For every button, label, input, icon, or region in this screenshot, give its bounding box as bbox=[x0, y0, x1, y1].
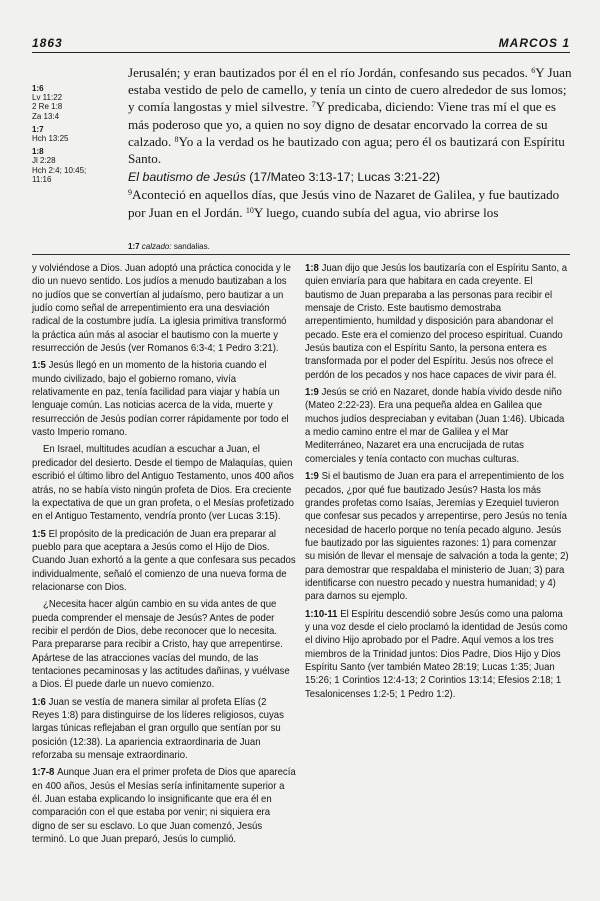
section-heading bbox=[128, 169, 573, 186]
note-text: Jesús llegó en un momento de la historia cuando el mundo civilizado, bajo el gobierno romano, vivía relativamente en paz, tenía facilidad para viajar y había un lenguaje común. Las noticias acerca de la vida, muerte y resurrección de Jesús podían correr rápidamente por todo el vasto Imperio romano. bbox=[32, 360, 289, 439]
footnote-ref: 1:7 bbox=[128, 242, 140, 251]
verse-number: 7 bbox=[311, 100, 316, 110]
study-note bbox=[305, 608, 569, 701]
note-text: Juan se vestía de manera similar al profeta Elías (2 Reyes 1:8) para distinguirse de los líderes religiosos, cuyas largas túnicas reflejaban el gran orgullo que sentían por su posición (12:38). La apariencia extraordinaria de Juan reforzaba su mensaje extraordinario. bbox=[32, 696, 284, 762]
verse-text: Yo a la verdad os he bautizado con agua; pero él os bautizará con Espíritu Santo. bbox=[128, 133, 565, 167]
page-header bbox=[32, 36, 570, 53]
scripture-text bbox=[128, 64, 573, 221]
study-note bbox=[305, 470, 569, 603]
cross-ref-item: 2 Re 1:8 bbox=[32, 102, 63, 112]
scripture-paragraph bbox=[128, 64, 573, 167]
note-text: En Israel, multitudes acudían a escuchar a Juan, el predicador del desierto. Desde el tiempo de Malaquías, quien escribió el último libro del Antiguo Testamento, unos 400 años atrás, no se había visto ningún profeta de Dios. Era creciente la expectativa de que un gran profeta, o el Mesías profetizado en el Antiguo Testamento, vendría pronto (ver Lucas 3:15). bbox=[32, 444, 294, 523]
verse-text: Y Juan estaba vestido de pelo de camello, y tenía un cinto de cuero alrededor de sus lomos; y comía langostas y miel silvestre. bbox=[128, 65, 572, 115]
note-verse-ref: 1:9 bbox=[305, 471, 319, 483]
section-refs: (17/Mateo 3:13-17; Lucas 3:21-22) bbox=[245, 170, 441, 185]
book-chapter-label: MARCOS 1 bbox=[498, 36, 570, 50]
scripture-paragraph bbox=[128, 186, 573, 220]
note-text: y volviéndose a Dios. Juan adoptó una práctica conocida y le dio un nuevo sentido. Los judíos a menudo bautizaban a los no judíos que se convertían al judaísmo, pero bautizar a un judío como señal de arrepentimiento era una desviación radical de la costumbre judía. La iglesia primitiva transformó la práctica aún más al asociar el bautismo con la muerte y resurrección de Jesús (ver Romanos 6:3-4; 1 Pedro 3:21). bbox=[32, 263, 291, 355]
cross-ref-item: Za 13:4 bbox=[32, 111, 60, 121]
verse-text: Y predicaba, diciendo: Viene tras mí el que es más poderoso que yo, a quien no soy digno de desatar encorvado la correa de su calzado. bbox=[128, 99, 556, 149]
note-verse-ref: 1:9 bbox=[305, 387, 319, 399]
note-text: Juan dijo que Jesús los bautizaría con el Espíritu Santo, a quien enviaría para que habitara en cada creyente. El bautismo de Juan preparaba a las personas para recibir el mensaje de Cristo. Este bautismo demostraba arrepentimiento, humildad y disposición para abandonar el pecado. Este era el comienzo del proceso espiritual. Cuando Jesús bautiza con el Espíritu Santo, la persona entera es transformada por el poder del Espíritu. Jesús nos ofrece el perdón de los pecados y nos hace capaces de vivir para él. bbox=[305, 263, 568, 381]
cross-ref-item: Lv 11:22 bbox=[32, 93, 63, 103]
cross-ref-verse: 1:7 bbox=[32, 124, 44, 134]
scripture-line: Jerusalén; y eran bautizados por él en el río Jordán, confesando sus pecados. bbox=[128, 65, 528, 80]
study-note bbox=[32, 443, 296, 523]
cross-ref-verse: 1:6 bbox=[32, 84, 44, 93]
note-verse-ref: 1:7-8 bbox=[32, 767, 55, 779]
study-notes-left-column bbox=[32, 262, 296, 850]
verse-text: Y luego, cuando subía del agua, vio abrirse los bbox=[253, 204, 499, 220]
study-note bbox=[32, 262, 296, 355]
study-note bbox=[32, 696, 296, 763]
cross-ref-item: 11:16 bbox=[32, 174, 52, 184]
cross-ref-item: Jl 2:28 bbox=[32, 156, 56, 166]
note-verse-ref: 1:5 bbox=[32, 528, 46, 540]
cross-ref-group bbox=[32, 147, 124, 184]
footnote-text: sandalias. bbox=[171, 242, 210, 251]
note-verse-ref: 1:10-11 bbox=[305, 608, 338, 620]
note-text: El propósito de la predicación de Juan era preparar al pueblo para que aceptara a Jesús como el Hijo de Dios. Cuando Juan exhortó a la gente a que confesara sus pecados individualmente, señaló el comienzo de una nueva forma de relacionarse con Dios. bbox=[32, 528, 296, 593]
note-verse-ref: 1:8 bbox=[305, 263, 319, 274]
footnote-word: calzado: bbox=[141, 242, 172, 251]
verse-text: Aconteció en aquellos días, que Jesús vino de Nazaret de Galilea, y fue bautizado por Juan en el Jordán. bbox=[128, 187, 560, 220]
study-note bbox=[305, 262, 569, 382]
footnote bbox=[128, 242, 573, 251]
verse-number: 10 bbox=[245, 205, 254, 215]
note-text: El Espíritu descendió sobre Jesús como una paloma y una voz desde el cielo proclamó la identidad de Jesús como el divino Hijo aprobado por el Padre. Aquí vemos a los tres miembros de la Trinidad juntos: Dios Padre, Dios Hijo y Dios Espíritu Santo (ver también Mateo 28:19; Lucas 1:35; Juan 15:26; 1 Corintios 12:4-13; 2 Corintios 13:14; Efesios 2:18; 1 Tesalonicenses 1:2-5; 1 Pedro 1:2). bbox=[305, 608, 568, 700]
study-notes-right-column bbox=[305, 262, 569, 705]
verse-number: 8 bbox=[174, 134, 179, 144]
study-note bbox=[32, 528, 296, 595]
study-note bbox=[32, 359, 296, 439]
section-divider bbox=[32, 254, 570, 255]
study-note bbox=[32, 766, 296, 846]
cross-ref-item: Hch 2:4; 10:45; bbox=[32, 165, 87, 175]
verse-number: 6 bbox=[531, 66, 536, 75]
note-text: Si el bautismo de Juan era para el arrepentimiento de los pecados, ¿por qué fue bautizado Jesús? Hasta los más grandes profetas como Isaías, Jeremías y Ezequiel tuvieron que confesar sus pecados y arrepentirse, pero Jesús no tenía necesidad de hacerlo porque no tenía pecado alguno. Jesús fue bautizado por las siguientes razones: 1) para comenzar su misión de llevar el mensaje de salvación a toda la gente; 2) para demostrar que respaldaba el ministerio de Juan; 3) para identificarse con nuestro pecado y nuestra humanidad; y 4) para darnos su ejemplo. bbox=[305, 471, 569, 603]
note-text: Aunque Juan era el primer profeta de Dios que aparecía en 400 años, Jesús el Mesías sería infinitamente superior a él. Juan estaba explicando lo insignificante que era él en comparación con el que estaba por venir; ni siquiera era digno de ser su esclavo. Lo que Juan comenzó, Jesús terminó. Lo que Juan preparó, Jesús lo cumplió. bbox=[32, 767, 296, 846]
note-verse-ref: 1:5 bbox=[32, 360, 46, 372]
note-text: ¿Necesita hacer algún cambio en su vida antes de que pueda comprender el mensaje de Jesús? Antes de poder recibir el perdón de Dios, debe reconocer que lo necesita. Para prepararse para recibir a Cristo, hay que arrepentirse. Apártese de las atracciones vacías del mundo, de las tentaciones pecaminosas y las actitudes dañinas, y vuélvase a Dios. Él puede darle un nuevo comienzo. bbox=[32, 599, 290, 691]
cross-ref-item: Hch 13:25 bbox=[32, 134, 69, 144]
cross-ref-group bbox=[32, 84, 124, 121]
study-note bbox=[32, 598, 296, 691]
study-note bbox=[305, 386, 569, 466]
cross-references bbox=[32, 84, 124, 188]
note-verse-ref: 1:6 bbox=[32, 696, 46, 708]
section-title: El bautismo de Jesús bbox=[128, 170, 246, 185]
cross-ref-verse: 1:8 bbox=[32, 147, 44, 157]
cross-ref-group bbox=[32, 125, 124, 143]
note-text: Jesús se crió en Nazaret, donde había vivido desde niño (Mateo 2:22-23). Era una pequeña aldea en Galilea que muchos judíos despreciaban y evitaban (Juan 1:46). Ubicada a medio camino entre el mar de Galilea y el Mar Mediterráneo, Nazaret era una encrucijada de rutas comerciales y tenía contacto con muchas culturas. bbox=[305, 387, 565, 465]
verse-number: 9 bbox=[128, 188, 132, 198]
page-number: 1863 bbox=[32, 36, 63, 50]
